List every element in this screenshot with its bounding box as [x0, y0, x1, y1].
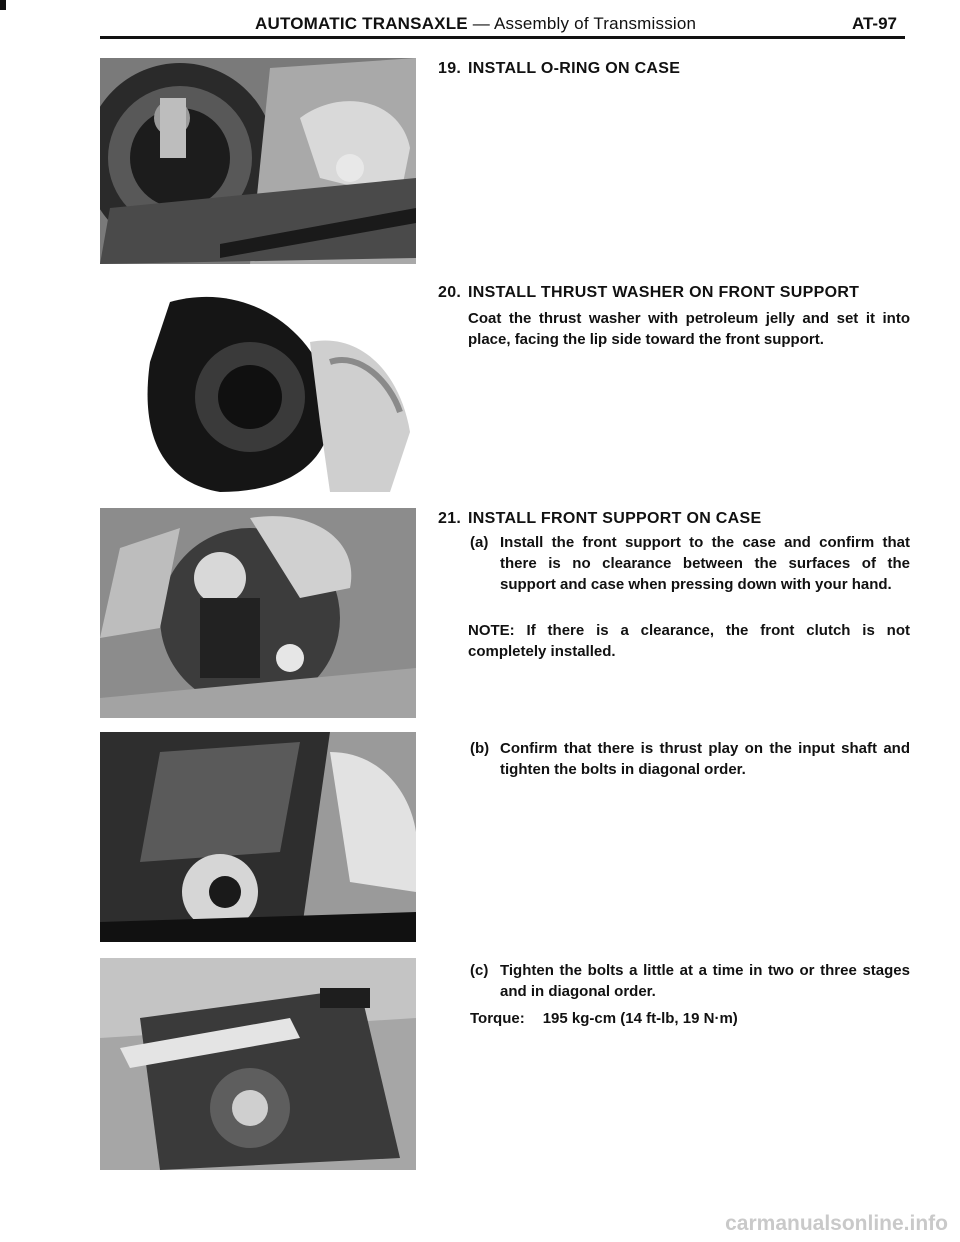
photo-thrust-washer [100, 282, 416, 492]
step-21-title: 21. INSTALL FRONT SUPPORT ON CASE [438, 510, 762, 527]
torque-spec [470, 1010, 738, 1027]
photo-input-shaft [100, 732, 416, 942]
torque-value: 195 kg-cm (14 ft-lb, 19 N·m) [542, 1010, 738, 1027]
step-21a [470, 532, 910, 595]
step-21c-label: (c) [470, 962, 489, 979]
corner-mark [0, 0, 6, 10]
step-21b-label: (b) [470, 740, 490, 757]
step-21a-label: (a) [470, 534, 489, 551]
step-21c-text: Tighten the bolts a little at a time in two or three stages and in diagonal order. [500, 962, 910, 1000]
step-21b [470, 738, 910, 780]
photo-tighten-bolts [100, 958, 416, 1170]
watermark: carmanualsonline.info [725, 1212, 948, 1235]
page-number: AT-97 [851, 14, 897, 33]
step-21a-text: Install the front support to the case and confirm that there is no clearance between the surfaces of the support and case when pressing down with your hand. [500, 534, 910, 593]
page-title: AUTOMATIC TRANSAXLE — Assembly of Transmission [255, 14, 697, 33]
step-20-body: Coat the thrust washer with petroleum jelly and set it into place, facing the lip side toward the front support. [468, 310, 910, 348]
step-21-note: NOTE: If there is a clearance, the front clutch is not completely installed. [468, 622, 910, 660]
step-19-title: 19. INSTALL O-RING ON CASE [438, 60, 681, 77]
step-21c [470, 960, 910, 1002]
photo-oring-case [100, 58, 416, 264]
header-rule [100, 36, 905, 39]
photo-front-support [100, 508, 416, 718]
page-header [100, 12, 905, 38]
step-20-title: 20. INSTALL THRUST WASHER ON FRONT SUPPORT [438, 284, 860, 301]
step-21b-text: Confirm that there is thrust play on the input shaft and tighten the bolts in diagonal order. [500, 740, 910, 778]
torque-label: Torque: [470, 1010, 525, 1027]
